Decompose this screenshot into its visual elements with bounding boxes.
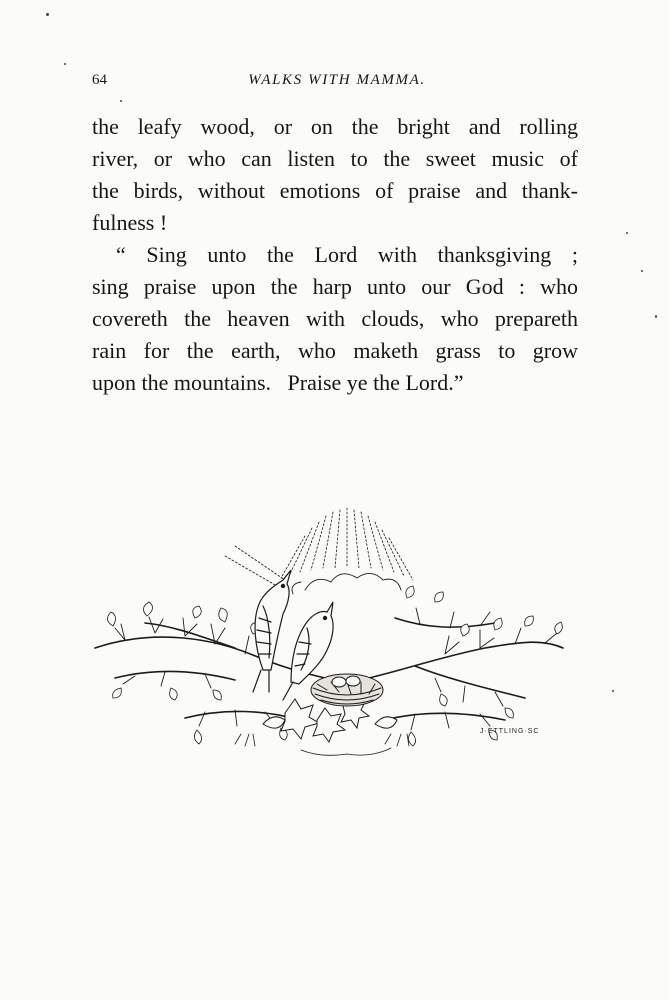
text-line: river, or who can listen to the sweet music of: [92, 146, 578, 171]
text-line: sing praise upon the harp unto our God : who: [92, 274, 578, 299]
text-line: the leafy wood, or on the bright and rolling: [92, 114, 578, 139]
print-speck: [46, 13, 49, 16]
print-speck: [655, 315, 657, 318]
text-line: “ Sing unto the Lord with thanksgiving ;: [116, 242, 578, 267]
birds-nest-vignette: [85, 498, 565, 783]
ground-scrub: [235, 734, 409, 755]
engraver-signature: J·ETTLING·SC: [480, 728, 540, 735]
text-line: covereth the heaven with clouds, who prepareth: [92, 306, 578, 331]
print-speck: [641, 270, 643, 272]
twigs: [115, 608, 557, 730]
print-speck: [626, 232, 628, 234]
text-line: upon the mountains. Praise ye the Lord.”: [92, 370, 464, 395]
left-bird: [253, 570, 291, 692]
print-speck: [120, 100, 122, 102]
body-text: [92, 111, 578, 399]
running-title: WALKS WITH MAMMA.: [248, 72, 426, 88]
page-header: [92, 72, 582, 94]
page-number: 64: [92, 72, 107, 88]
cloud-puffs: [292, 573, 401, 594]
text-line: rain for the earth, who maketh grass to grow: [92, 338, 578, 363]
sun-rays: [225, 508, 413, 586]
text-line: fulness !: [92, 210, 168, 235]
print-speck: [612, 690, 614, 692]
text-line: the birds, without emotions of praise and thank-: [92, 178, 578, 203]
nest: [311, 674, 383, 706]
print-speck: [64, 63, 66, 65]
